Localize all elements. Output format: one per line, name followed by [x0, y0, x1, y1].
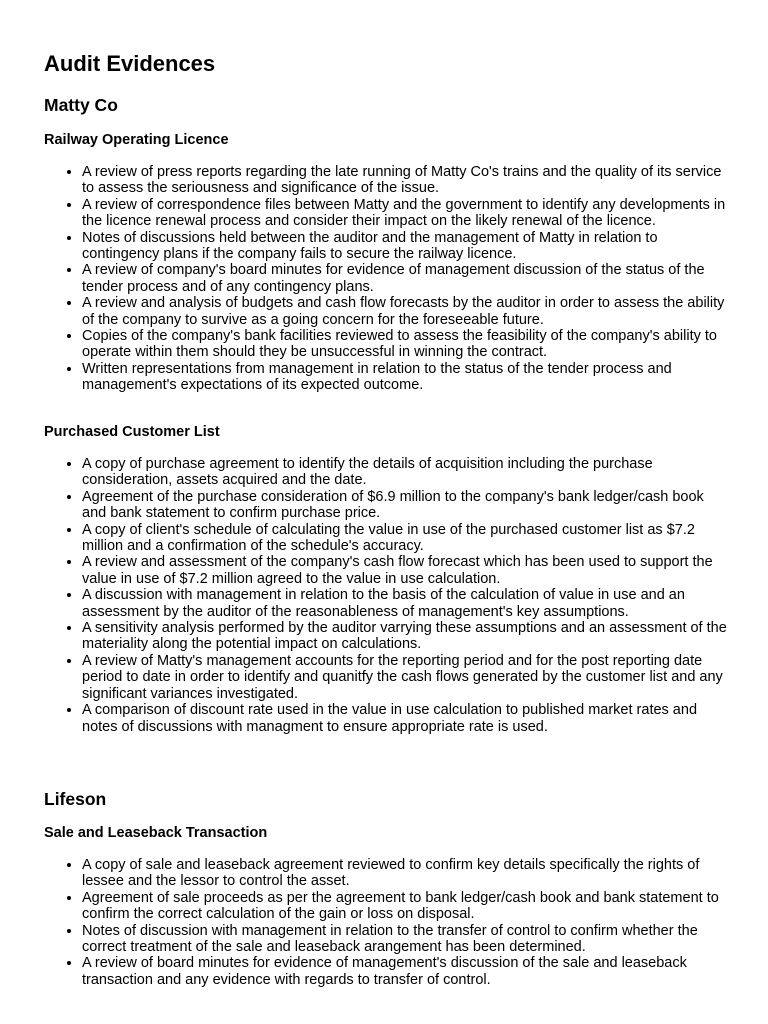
company-heading: Lifeson — [44, 789, 107, 809]
evidence-list — [44, 164, 728, 394]
list-item: • Agreement of sale proceeds as per the agreement to bank ledger/cash book and bank statement to confirm the correct calculation of the gain or loss on disposal. — [82, 890, 728, 923]
list-item: • Agreement of the purchase consideration of $6.9 million to the company's bank ledger/cash book and bank statement to confirm purchase price. — [82, 489, 728, 522]
group-heading: Railway Operating Licence — [44, 132, 229, 148]
list-item: • A review and analysis of budgets and cash flow forecasts by the auditor in order to assess the ability of the company to survive as a going concern for the foreseeable future. — [82, 295, 728, 328]
list-railway-operating-licence — [44, 164, 728, 394]
group-railway-operating-licence — [44, 132, 728, 148]
group-sale-and-leaseback — [44, 825, 728, 841]
list-sale-and-leaseback — [44, 857, 728, 988]
list-item: • A copy of sale and leaseback agreement reviewed to confirm key details specifically the rights of lessee and the lessor to control the asset. — [82, 857, 728, 890]
list-item: • A review and assessment of the company's cash flow forecast which has been used to support the value in use of $7.2 million agreed to the value in use calculation. — [82, 554, 728, 587]
list-item: • A review of company's board minutes for evidence of management discussion of the status of the tender process and of any contingency plans. — [82, 262, 728, 295]
group-heading: Sale and Leaseback Transaction — [44, 825, 268, 841]
list-purchased-customer-list — [44, 456, 728, 735]
list-item: • A discussion with management in relation to the basis of the calculation of value in use and an assessment by the auditor of the reasonableness of management's key assumptions. — [82, 587, 728, 620]
section-lifeson — [44, 789, 728, 810]
list-item: • A review of correspondence files between Matty and the government to identify any developments in the licence renewal process and consider their impact on the likely renewal of the licence. — [82, 197, 728, 230]
list-item: • A copy of client's schedule of calculating the value in use of the purchased customer list as $7.2 million and a confirmation of the schedule's accuracy. — [82, 522, 728, 555]
evidence-list — [44, 456, 728, 735]
document-title: Audit Evidences — [44, 51, 216, 76]
list-item: • A review of board minutes for evidence of management's discussion of the sale and leaseback transaction and any evidence with regards to transfer of control. — [82, 955, 728, 988]
group-purchased-customer-list — [44, 424, 728, 440]
list-item: • A sensitivity analysis performed by the auditor varrying these assumptions and an assessment of the materiality along the potential impact on calculations. — [82, 620, 728, 653]
list-item: • Notes of discussion with management in relation to the transfer of control to confirm whether the correct treatment of the sale and leaseback arangement has been determined. — [82, 923, 728, 956]
list-item: • A review of press reports regarding the late running of Matty Co's trains and the quality of its service to assess the seriousness and significance of the issue. — [82, 164, 728, 197]
section-matty-co — [44, 95, 728, 116]
list-item: • Notes of discussions held between the auditor and the management of Matty in relation to contingency plans if the company fails to secure the railway licence. — [82, 230, 728, 263]
group-heading: Purchased Customer List — [44, 424, 220, 440]
list-item: • A review of Matty's management accounts for the reporting period and for the post reporting date period to date in order to identify and quanitfy the cash flows generated by the customer list and any significant variances investigated. — [82, 653, 728, 702]
list-item: • Written representations from management in relation to the status of the tender process and management's expectations of its expected outcome. — [82, 361, 728, 394]
list-item: • A comparison of discount rate used in the value in use calculation to published market rates and notes of discussions with managment to ensure appropriate rate is used. — [82, 702, 728, 735]
company-heading: Matty Co — [44, 95, 118, 115]
evidence-list — [44, 857, 728, 988]
list-item: • Copies of the company's bank facilities reviewed to assess the feasibility of the company's ability to operate within them should they be unsuccessful in winning the contract. — [82, 328, 728, 361]
list-item: • A copy of purchase agreement to identify the details of acquisition including the purchase consideration, assets acquired and the date. — [82, 456, 728, 489]
